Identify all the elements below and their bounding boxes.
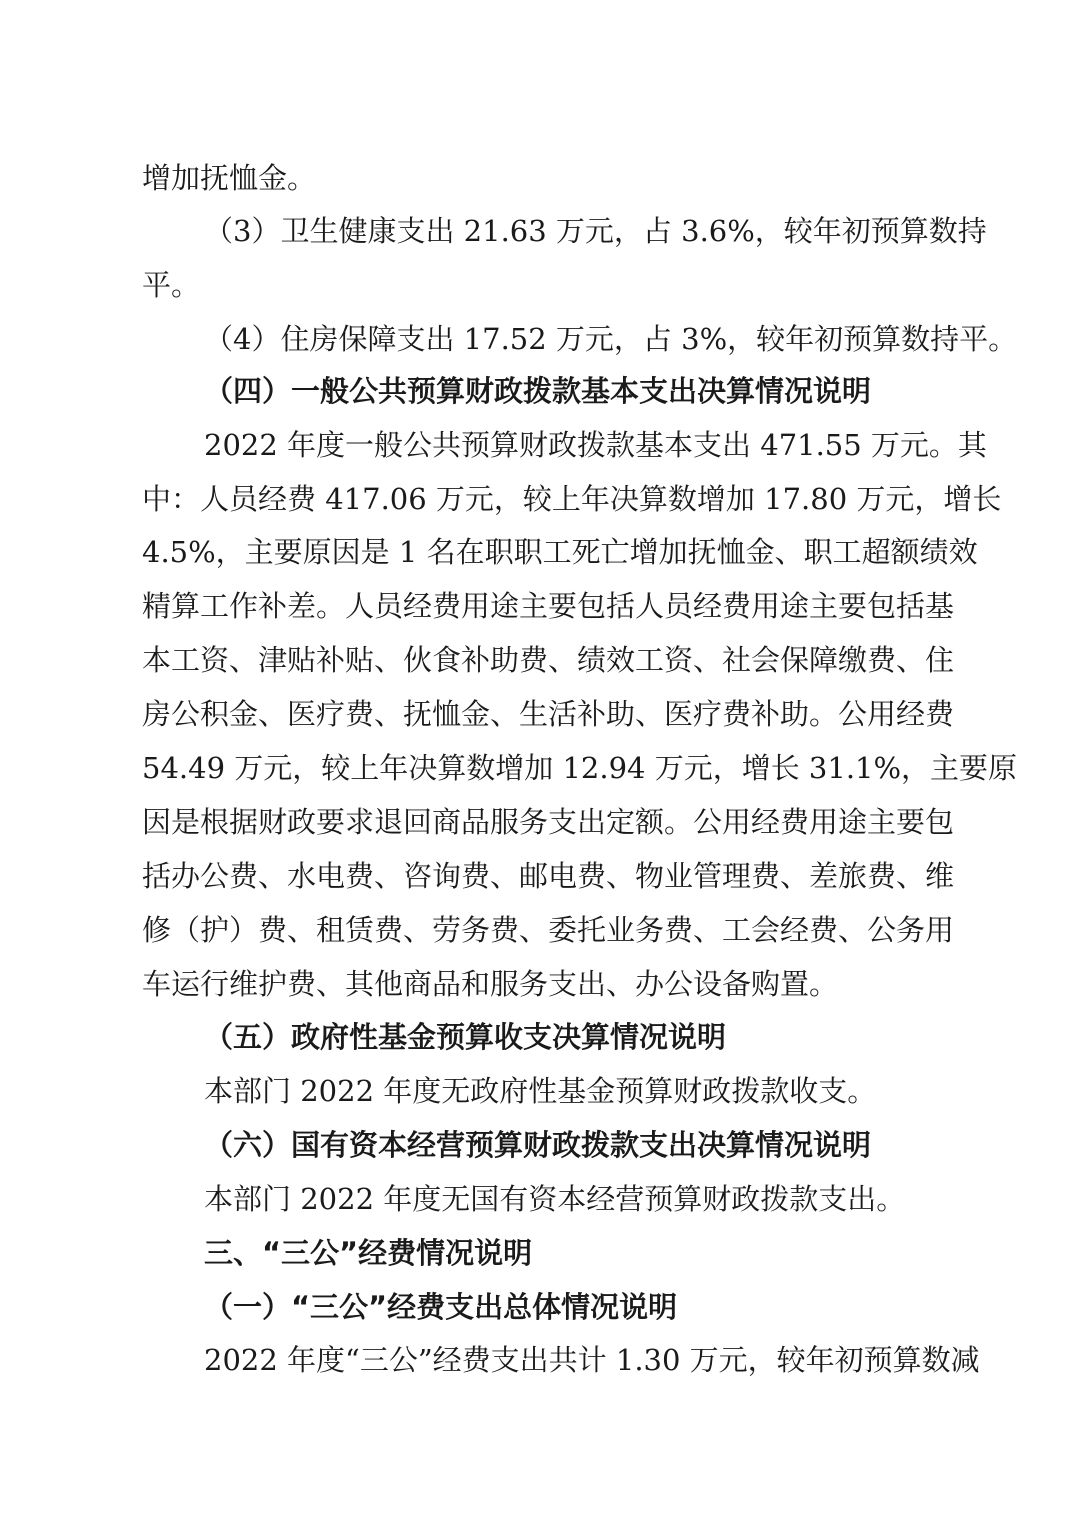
paragraph-line: 因是根据财政要求退回商品服务支出定额。公用经费用途主要包 [142,805,955,839]
paragraph-line: 2022 年度一般公共预算财政拨款基本支出 471.55 万元。其 [204,428,987,462]
paragraph-line: 本部门 2022 年度无政府性基金预算财政拨款收支。 [204,1074,877,1108]
chapter-heading: 三、“三公”经费情况说明 [204,1236,533,1270]
paragraph-line: 本部门 2022 年度无国有资本经营预算财政拨款支出。 [204,1182,906,1216]
paragraph-line: 4.5%，主要原因是 1 名在职职工死亡增加抚恤金、职工超额绩效 [142,535,978,569]
section-heading: （四）一般公共预算财政拨款基本支出决算情况说明 [204,374,872,408]
paragraph-line: 本工资、津贴补贴、伙食补助费、绩效工资、社会保障缴费、住 [142,643,955,677]
paragraph-line: 车运行维护费、其他商品和服务支出、办公设备购置。 [142,967,839,1001]
section-heading: （五）政府性基金预算收支决算情况说明 [204,1020,727,1054]
section-heading: （六）国有资本经营预算财政拨款支出决算情况说明 [204,1128,872,1162]
paragraph-line: 精算工作补差。人员经费用途主要包括人员经费用途主要包括基 [142,589,955,623]
paragraph-line: 2022 年度“三公”经费支出共计 1.30 万元，较年初预算数减 [204,1343,980,1377]
paragraph-line: 修（护）费、租赁费、劳务费、委托业务费、工会经费、公务用 [142,913,955,947]
paragraph-line: 增加抚恤金。 [142,161,317,195]
section-heading: （一）“三公”经费支出总体情况说明 [204,1290,678,1324]
paragraph-line: 括办公费、水电费、咨询费、邮电费、物业管理费、差旅费、维 [142,859,955,893]
paragraph-line: （3）卫生健康支出 21.63 万元，占 3.6%，较年初预算数持 [204,214,987,248]
paragraph-line: 中：人员经费 417.06 万元，较上年决算数增加 17.80 万元，增长 [142,482,1002,516]
paragraph-line: 54.49 万元，较上年决算数增加 12.94 万元，增长 31.1%，主要原 [142,751,1018,785]
paragraph-line: 房公积金、医疗费、抚恤金、生活补助、医疗费补助。公用经费 [142,697,955,731]
paragraph-line: 平。 [142,268,201,302]
paragraph-line: （4）住房保障支出 17.52 万元，占 3%，较年初预算数持平。 [204,322,1018,356]
